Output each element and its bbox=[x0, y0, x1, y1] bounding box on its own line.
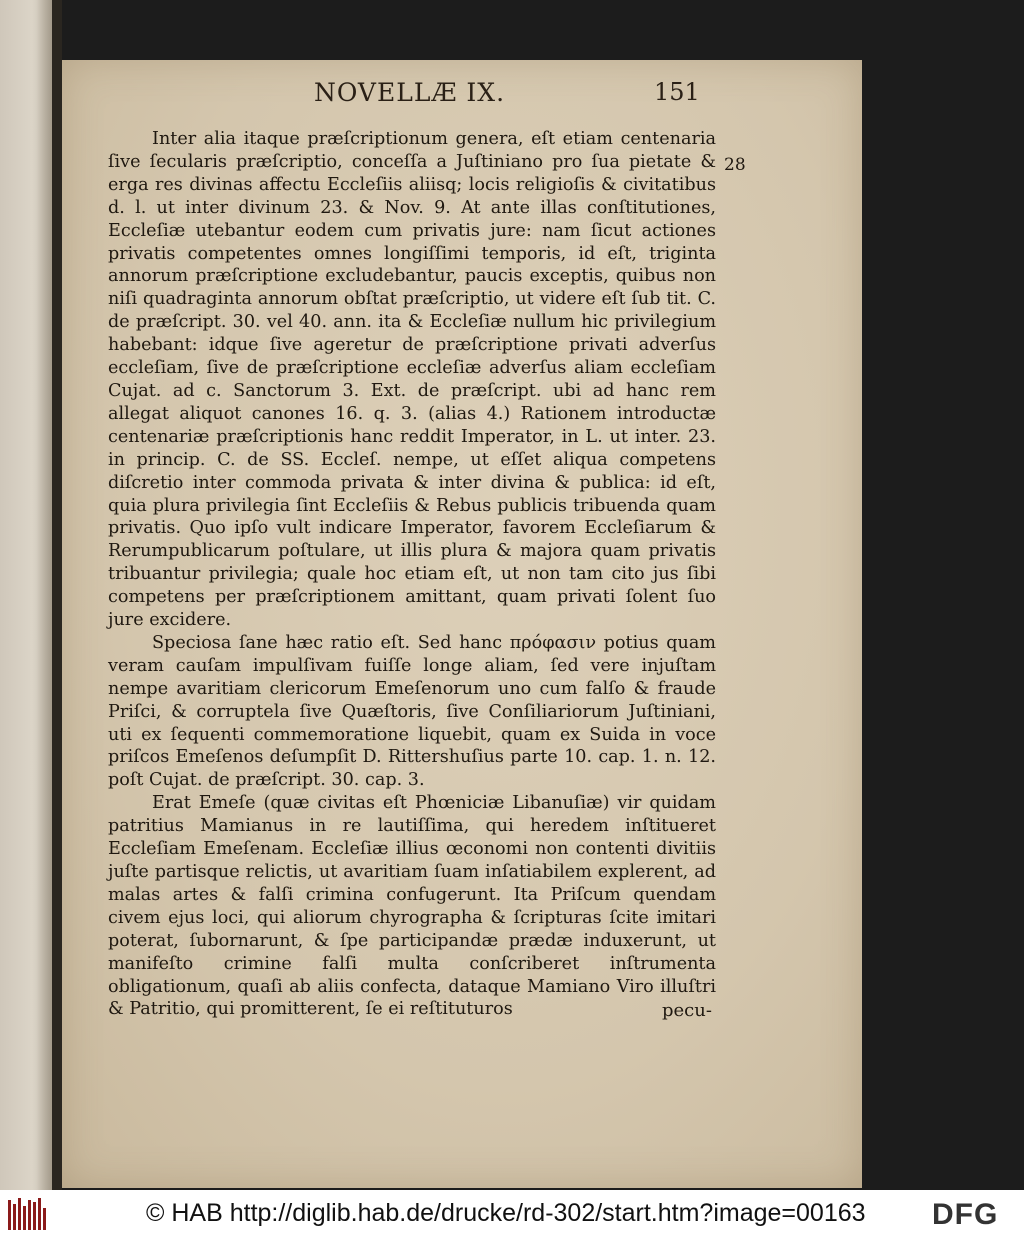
paragraph: Erat Emeſe (quæ civitas eſt Phœniciæ Libanuſiæ) vir quidam patritius Mamianus in re lautiſſima, qui heredem inſtitueret Eccleſiam Emeſenam. Eccleſiæ illius œconomi non contenti divitiis juſte partisque relictis, ut avaritiam ſuam inſatiabilem explerent, ad malas artes & falſi crimina confugerunt. Ita Priſcum quendam civem ejus loci, qui aliorum chyrographa & ſcripturas ſcite imitari poterat, ſubornarunt, & ſpe participandæ prædæ induxerunt, ut manifeſto crimine falſi multa conſcriberet inſtrumenta obligationum, quaſi ab aliis confecta, dataque Mamiano Viro illuſtri & Patritio, qui promitterent, ſe ei reſtituturos bbox=[108, 793, 716, 1020]
margin-number: 28 bbox=[724, 155, 746, 175]
book-spine bbox=[52, 0, 62, 1190]
paragraph: Inter alia itaque præſcriptionum genera, eſt etiam centenaria ſive ſecularis præſcriptio, conceſſa a Juſtiniano pro ſua pietate & erga res divinas affectu Eccleſiis aliisq; locis religioſis & civitatibus d. l. ut inter divinum 23. & Nov. 9. At ante illas conſtitutiones, Eccleſiæ utebantur eodem cum privatis jure: nam ſicut actiones privatis competentes omnes longiſſimi temporis, id eſt, triginta annorum præſcriptione excludebantur, paucis exceptis, quibus non niſi quadraginta annorum obſtat præſcriptio, ut videre eſt ſub tit. C. de præſcript. 30. vel 40. ann. ita & Eccleſiæ nullum hic privilegium habebant: idque ſive ageretur de præſcriptione privati adverſus eccleſiam, ſive de præſcriptione eccleſiæ adverſus aliam eccleſiam Cujat. ad c. Sanctorum 3. Ext. de præſcript. ubi ad hanc rem allegat aliquot canones 16. q. 3. (alias 4.) Rationem introductæ centenariæ præſcriptionis hanc reddit Imperator, in L. ut inter. 23. in princip. C. de SS. Eccleſ. nempe, ut eſſet aliqua competens diſcretio inter commoda privata & inter divina & publica: id eſt, quia plura privilegia ſint Eccleſiis & Rebus publicis tribuenda quam privatis. Quo ipſo vult indicare Imperator, favorem Eccleſiarum & Rerumpublicarum poſtulare, ut illis plura & majora quam privatis tribuantur privilegia; quale hoc etiam eſt, ut non tam cito jus ſibi competens per præſcriptionem amittant, quam privati ſolent ſuo jure excidere. bbox=[108, 129, 716, 631]
page-header bbox=[62, 78, 862, 118]
hab-logo-icon bbox=[8, 1198, 48, 1232]
book-page bbox=[62, 60, 862, 1188]
running-head: NOVELLÆ IX. bbox=[314, 78, 506, 107]
page-text bbox=[108, 128, 716, 1021]
footer-bar bbox=[0, 1190, 1024, 1238]
paragraph: Speciosa ſane hæc ratio eſt. Sed hanc πρόφασιν potius quam veram cauſam impulſivam fuiſſe longe aliam, ſed vere injuſtam nempe avaritiam clericorum Emeſenorum uno cum falſo & fraude Priſci, & corruptela ſive Quæſtoris, ſive Conſiliariorum Juſtiniani, uti ex ſequenti commemoratione liquebit, quam ex Suida in voce priſcos Emeſenos deſumpſit D. Rittershuſius parte 10. cap. 1. n. 12. poſt Cujat. de præſcript. 30. cap. 3. bbox=[108, 632, 716, 791]
page-number: 151 bbox=[654, 78, 700, 106]
catchword: pecu- bbox=[662, 1000, 712, 1021]
page-shadow bbox=[32, 0, 52, 1190]
dfg-logo: DFG bbox=[932, 1198, 999, 1231]
attribution-link[interactable]: © HAB http://diglib.hab.de/drucke/rd-302/start.htm?image=00163 bbox=[146, 1199, 866, 1227]
